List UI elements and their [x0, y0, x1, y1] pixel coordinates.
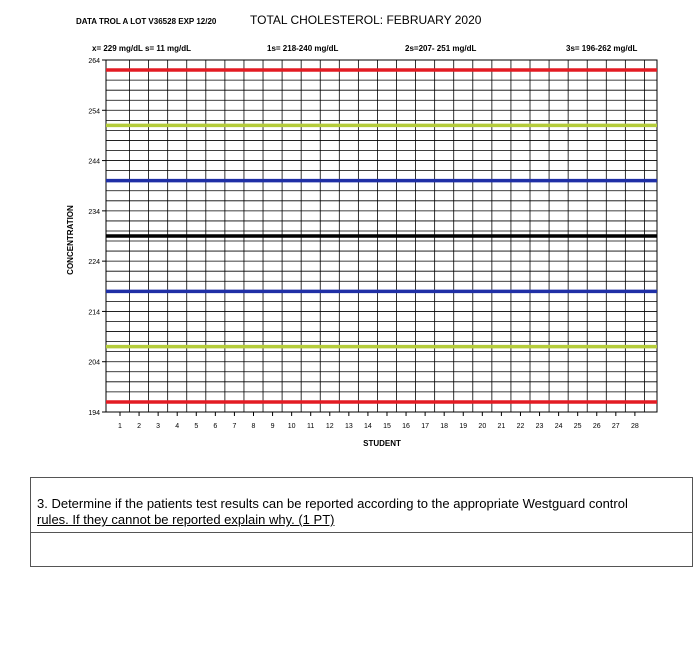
three-s-range-label: 3s= 196-262 mg/dL	[566, 44, 638, 53]
mean-sd-label: x= 229 mg/dL s= 11 mg/dL	[92, 44, 192, 53]
one-s-range-label: 1s= 218-240 mg/dL	[267, 44, 339, 53]
y-tick-label: 214	[88, 309, 100, 317]
x-tick-label: 10	[287, 423, 296, 430]
x-tick-label: 23	[535, 423, 544, 430]
question-box	[30, 477, 693, 533]
y-tick-label: 224	[88, 259, 100, 267]
y-tick-label: 204	[88, 359, 100, 367]
x-tick-label: 11	[307, 423, 315, 430]
y-axis-ticks	[88, 58, 106, 417]
x-tick-label: 18	[440, 423, 449, 430]
x-tick-label: 19	[459, 423, 468, 430]
x-tick-label: 5	[194, 423, 199, 430]
x-tick-label: 20	[478, 423, 487, 430]
y-tick-label: 264	[88, 58, 100, 65]
x-tick-label: 4	[175, 423, 180, 430]
x-axis-ticks	[118, 412, 639, 430]
y-tick-label: 234	[88, 208, 100, 216]
x-tick-label: 6	[213, 423, 218, 430]
control-lot-info: DATA TROL A LOT V36528 EXP 12/20	[76, 17, 217, 26]
x-tick-label: 1	[118, 423, 122, 430]
question-line-2	[37, 512, 686, 528]
x-tick-label: 27	[611, 423, 620, 430]
x-tick-label: 28	[630, 423, 639, 430]
x-tick-label: 2	[137, 423, 142, 430]
y-tick-label: 194	[88, 410, 100, 417]
x-tick-label: 21	[497, 423, 506, 430]
x-tick-label: 17	[421, 423, 430, 430]
y-tick-label: 244	[88, 158, 100, 166]
reference-lines	[106, 70, 657, 402]
x-tick-label: 9	[270, 423, 275, 430]
question-text	[31, 478, 692, 528]
x-tick-label: 12	[325, 423, 334, 430]
y-tick-label: 254	[88, 108, 100, 116]
chart-title: TOTAL CHOLESTEROL: FEBRUARY 2020	[250, 13, 482, 27]
x-tick-label: 3	[156, 423, 161, 430]
question-line-1: 3. Determine if the patients test results can be reported according to the appropriate Westguard control	[37, 496, 628, 511]
x-tick-label: 7	[232, 423, 237, 430]
x-tick-label: 16	[402, 423, 410, 430]
y-axis-label: CONCENTRATION	[66, 205, 75, 275]
question-line-2-text: rules. If they cannot be reported explain why. (1 PT)	[37, 512, 335, 527]
x-tick-label: 13	[344, 423, 353, 430]
x-tick-label: 15	[383, 423, 391, 430]
x-tick-label: 14	[364, 423, 372, 430]
two-s-range-label: 2s=207- 251 mg/dL	[405, 44, 477, 53]
x-tick-label: 8	[251, 423, 256, 430]
x-tick-label: 26	[592, 423, 601, 430]
answer-box[interactable]	[30, 532, 693, 567]
x-tick-label: 25	[573, 423, 582, 430]
x-tick-label: 24	[554, 423, 563, 430]
x-axis-label: STUDENT	[363, 439, 401, 448]
x-tick-label: 22	[516, 423, 525, 430]
